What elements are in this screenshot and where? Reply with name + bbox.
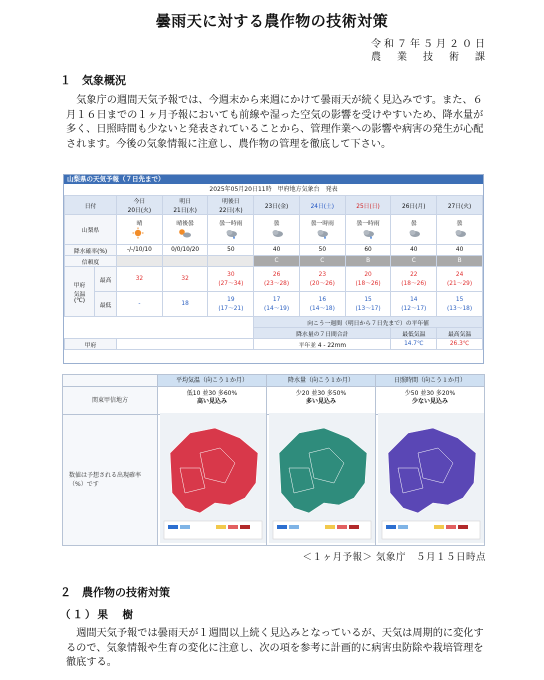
region-map — [269, 413, 375, 543]
normal-kofu: 甲府 — [84, 342, 97, 349]
monthly-caption: ＜１ヶ月予報＞ 気象庁 ５月１５日時点 — [302, 552, 486, 563]
monthly-panel-1 — [158, 375, 267, 545]
verdict: 多い見込み — [305, 398, 336, 405]
normal-col-min: 最低気温 — [402, 331, 426, 338]
weather-cell — [345, 215, 391, 245]
day-date: 25日(日) — [356, 203, 380, 210]
min-temp: 14 — [410, 296, 418, 303]
weather-cell — [117, 215, 163, 245]
weather-cell — [208, 215, 254, 245]
monthly-panel-head: 降水量（向こう１か月） — [267, 375, 375, 387]
monthly-left-column — [63, 375, 158, 545]
unit-label: (℃) — [73, 297, 86, 304]
weather-text: 曇 — [273, 220, 280, 227]
cloud-icon — [452, 227, 468, 240]
probability-note: 数値は予想される出現確率（%）です — [69, 472, 142, 488]
max-range: (18〜26) — [355, 280, 381, 287]
cloud-icon — [269, 227, 285, 240]
region-name: 山梨県 — [81, 228, 100, 234]
issue-date-block — [371, 38, 488, 64]
department: 農 業 技 術 課 — [371, 52, 488, 63]
forecast-issued: 2025年05月20日11時 甲府地方気象台 発表 — [209, 186, 338, 193]
max-temp: 32 — [135, 276, 144, 282]
day-date: 22日(木) — [219, 208, 243, 214]
max-range: (21〜29) — [447, 280, 473, 287]
reliability-value: C — [411, 258, 416, 264]
min-range: (14〜18) — [309, 305, 335, 312]
section-1-heading: １ 気象概況 — [60, 74, 126, 87]
pop-value: 50 — [227, 247, 235, 253]
sun-icon — [131, 227, 147, 240]
weather-cell — [162, 215, 208, 245]
monthly-panel-head: 日照時間（向こう１か月） — [376, 375, 484, 387]
day-date: 24日(土) — [310, 203, 335, 210]
section-2-heading: ２ 農作物の技術対策 — [60, 586, 170, 599]
day-date: 20日(火) — [127, 208, 152, 214]
pop-value: 40 — [455, 247, 464, 253]
region-map — [378, 413, 484, 543]
max-temp: 32 — [181, 276, 189, 282]
date-label: 日付 — [84, 203, 97, 210]
weather-summary-paragraph: 気象庁の週間天気予報では、今週末から来週にかけて曇雨天が続く見込みです。また、６月１６日までの１ヶ月予報においても前線や湿った空気の影響を受けやすいため、降水量が多く、日照時間も少ないと発表されていることから、管理作業への影響や病害の発生が心配されます。今後の気象情報に注意し、農作物の管理を徹底して下さい。 — [66, 95, 484, 150]
cloud-icon — [406, 227, 422, 240]
min-temp: 17 — [272, 296, 281, 303]
normal-precip: 平年並 4 - 22mm — [298, 342, 346, 349]
day-name: 明日 — [179, 199, 191, 205]
monthly-panel-probs — [376, 387, 484, 415]
date-cell — [299, 196, 345, 215]
max-temp: 23 — [318, 271, 327, 278]
normal-max: 26.3℃ — [449, 341, 470, 347]
fruit-trees-paragraph: 週間天気予報では曇雨天が１週間以上続く見込みとなっているが、天気は周期的に変化するので、気象情報や生育の変化に注意し、次の項を参考に計画的に病害虫防除や栽培管理を徹底する。 — [66, 628, 484, 668]
temp-label: 気温 — [73, 291, 86, 298]
max-temp: 22 — [410, 271, 418, 278]
date-cell — [117, 196, 163, 215]
weather-text: 晴後曇 — [176, 220, 194, 227]
monthly-panel-head: 平均気温（向こう１か月） — [158, 375, 266, 387]
reliability-value: C — [320, 258, 325, 264]
weather-text: 晴 — [136, 220, 143, 227]
min-temp: 15 — [364, 296, 372, 303]
weather-cell — [299, 215, 345, 245]
normal-title: 向こう一週間（明日から７日先まで）の平年値 — [307, 320, 429, 327]
min-range: (14〜19) — [264, 305, 290, 312]
reliability-value: B — [457, 258, 462, 264]
weather-cell — [437, 215, 483, 245]
region-label: 関東甲信地方 — [63, 387, 157, 415]
reliability-value: B — [366, 258, 371, 264]
weather-text: 曇 — [410, 220, 417, 227]
pop-value: 40 — [272, 247, 281, 253]
max-temp: 26 — [272, 271, 281, 278]
day-date: 23日(金) — [264, 203, 289, 210]
document-title: 曇雨天に対する農作物の技術対策 — [155, 12, 389, 30]
cloud-rain-icon — [360, 227, 376, 240]
verdict: 少ない見込み — [411, 398, 448, 405]
min-temp: 15 — [455, 296, 464, 303]
max-label: 最高 — [99, 277, 112, 284]
max-temp: 24 — [455, 271, 464, 278]
date-cell — [391, 196, 437, 215]
max-temp: 20 — [364, 271, 372, 278]
max-range: (18〜26) — [401, 280, 427, 287]
forecast-grid — [64, 195, 483, 350]
pop-label: 降水確率(%) — [73, 248, 108, 255]
date-cell — [208, 196, 254, 215]
weather-cell — [391, 215, 437, 245]
kofu-label: 甲府 — [73, 282, 86, 289]
verdict: 高い見込み — [196, 398, 227, 405]
normal-col-precip: 降水量の７日間合計 — [296, 331, 349, 338]
fruit-trees-heading: （１）果 樹 — [60, 609, 135, 621]
day-name: 明後日 — [222, 199, 240, 205]
weekly-forecast-table — [63, 174, 484, 364]
region-map — [160, 413, 266, 543]
max-range: (20〜26) — [309, 280, 335, 287]
day-date: 27日(火) — [447, 203, 472, 210]
monthly-panel-probs — [158, 387, 266, 415]
pop-value: -/-/10/10 — [126, 247, 152, 253]
pop-value: 0/0/10/20 — [171, 247, 200, 253]
weather-text: 曇一時雨 — [219, 220, 243, 227]
issue-date: 令和７年５月２０日 — [371, 39, 488, 50]
prob-line: 低10 並30 多60% — [186, 390, 238, 397]
day-name: 今日 — [133, 199, 146, 205]
date-cell — [437, 196, 483, 215]
forecast-header: 山梨県の天気予報（７日先まで） — [64, 175, 483, 184]
weather-text: 曇一時雨 — [310, 220, 334, 227]
max-range: (27〜34) — [218, 280, 244, 287]
normal-col-max: 最高気温 — [447, 331, 472, 338]
weather-text: 曇一時雨 — [356, 220, 380, 227]
cloud-rain-icon — [223, 227, 239, 240]
min-range: (17〜21) — [218, 305, 244, 312]
sun-cloud-icon — [177, 227, 193, 240]
pop-value: 40 — [410, 247, 418, 253]
weather-cell — [254, 215, 300, 245]
day-date: 26日(月) — [402, 203, 426, 210]
max-range: (23〜28) — [264, 280, 290, 287]
monthly-panel-probs — [267, 387, 375, 415]
min-temp: 16 — [318, 296, 327, 303]
min-label: 最低 — [99, 302, 112, 309]
date-cell — [254, 196, 300, 215]
normal-min: 14.7℃ — [404, 341, 424, 347]
prob-line: 少50 並30 多20% — [404, 390, 456, 397]
monthly-forecast-panel — [62, 374, 485, 546]
min-range: (13〜18) — [447, 305, 473, 312]
min-range: (12〜17) — [401, 305, 427, 312]
monthly-panel-3 — [376, 375, 484, 545]
weather-text: 曇 — [456, 220, 463, 227]
pop-value: 50 — [318, 247, 327, 253]
date-cell — [345, 196, 391, 215]
day-date: 21日(水) — [173, 208, 197, 214]
max-temp: 30 — [227, 271, 235, 278]
cloud-rain-icon — [314, 227, 330, 240]
min-temp: 19 — [227, 296, 235, 303]
min-range: (13〜17) — [355, 305, 381, 312]
reliability-label: 信頼度 — [81, 259, 100, 266]
min-temp: 18 — [181, 301, 189, 307]
min-temp: - — [138, 301, 141, 307]
pop-value: 60 — [364, 247, 372, 253]
prob-line: 少20 並30 多50% — [295, 390, 347, 397]
date-cell — [162, 196, 208, 215]
monthly-panel-2 — [267, 375, 376, 545]
reliability-value: C — [274, 258, 279, 264]
